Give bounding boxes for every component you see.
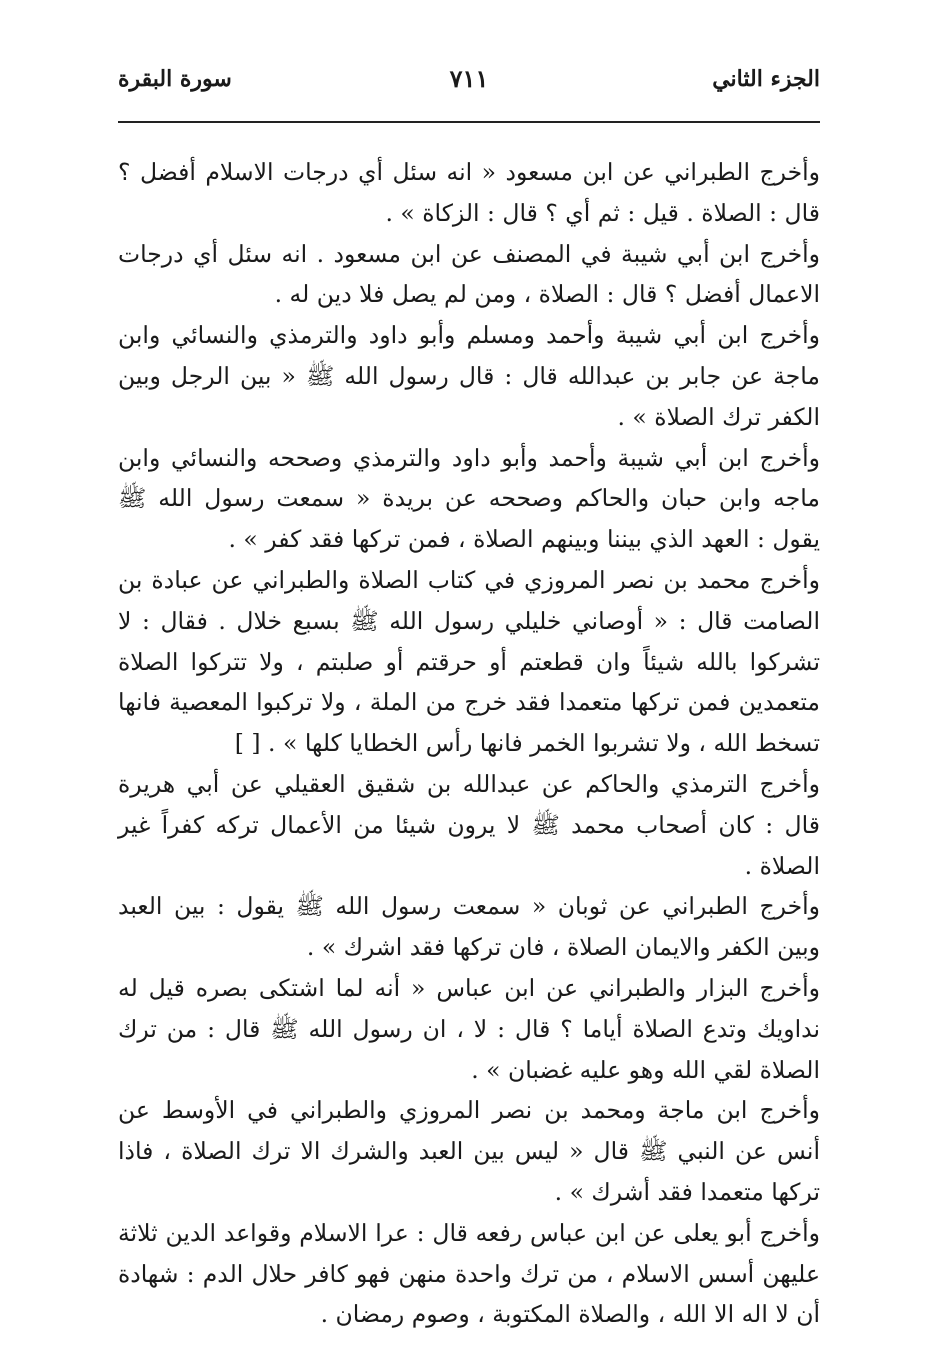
surah-title: سورة البقرة xyxy=(118,66,232,92)
page-number: ٧١١ xyxy=(449,64,489,93)
paragraph-9: وأخرج ابن ماجة ومحمد بن نصر المروزي والطبراني في الأوسط عن أنس عن النبي ﷺ قال « ليس بين العبد والشرك الا ترك الصلاة ، فاذا تركها متعمدا فقد أشرك » . xyxy=(118,1096,820,1206)
page-body xyxy=(118,152,820,1335)
paragraph-2: وأخرج ابن أبي شيبة في المصنف عن ابن مسعود . انه سئل أي درجات الاعمال أفضل ؟ قال : الصلاة ، ومن لم يصل فلا دين له . xyxy=(118,239,820,309)
paragraph-4: وأخرج ابن أبي شيبة وأحمد وأبو داود والترمذي وصححه والنسائي وابن ماجه وابن حبان والحاكم وصححه عن بريدة « سمعت رسول الله ﷺ يقول : العهد الذي بيننا وبينهم الصلاة ، فمن تركها فقد كفر » . xyxy=(118,443,820,554)
paragraph-10: وأخرج أبو يعلى عن ابن عباس رفعه قال : عرا الاسلام وقواعد الدين ثلاثة عليهن أسس الاسلام ، من ترك واحدة منهن فهو كافر حلال الدم : شهادة أن لا اله الا الله ، والصلاة المكتوبة ، وصوم رمضان . xyxy=(118,1218,820,1329)
part-title: الجزء الثاني xyxy=(712,66,820,92)
paragraph-8: وأخرج البزار والطبراني عن ابن عباس « أنه لما اشتكى بصره قيل له نداويك وتدع الصلاة أياما ؟ قال : لا ، ان رسول الله ﷺ قال : من ترك الصلاة لقي الله وهو عليه غضبان » . xyxy=(118,973,820,1084)
page-header xyxy=(118,58,820,108)
header-rule xyxy=(118,121,820,123)
paragraph-6: وأخرج الترمذي والحاكم عن عبدالله بن شقيق العقيلي عن أبي هريرة قال : كان أصحاب محمد ﷺ لا يرون شيئا من الأعمال تركه كفراً غير الصلاة . xyxy=(118,769,820,880)
paragraph-1: وأخرج الطبراني عن ابن مسعود « انه سئل أي درجات الاسلام أفضل ؟ قال : الصلاة . قيل : ثم أي ؟ قال : الزكاة » . xyxy=(118,158,820,227)
paragraph-7: وأخرج الطبراني عن ثوبان « سمعت رسول الله ﷺ يقول : بين العبد وبين الكفر والايمان الصلاة ، فان تركها فقد اشرك » . xyxy=(118,892,820,962)
paragraph-3: وأخرج ابن أبي شيبة وأحمد ومسلم وأبو داود والترمذي والنسائي وابن ماجة عن جابر بن عبدالله قال : قال رسول الله ﷺ « بين الرجل وبين الكفر ترك الصلاة » . xyxy=(118,321,820,431)
paragraph-5: وأخرج محمد بن نصر المروزي في كتاب الصلاة والطبراني عن عبادة بن الصامت قال : « أوصاني خليلي رسول الله ﷺ بسبع خلال . فقال : لا تشركوا بالله شيئاً وان قطعتم أو حرقتم أو صلبتم ، ولا تتركوا الصلاة متعمدين فمن تركها متعمدا فقد خرج من الملة ، ولا تركبوا المعصية فانها تسخط الله ، ولا تشربوا الخمر فانها رأس الخطايا كلها » . [ ] xyxy=(118,565,820,758)
